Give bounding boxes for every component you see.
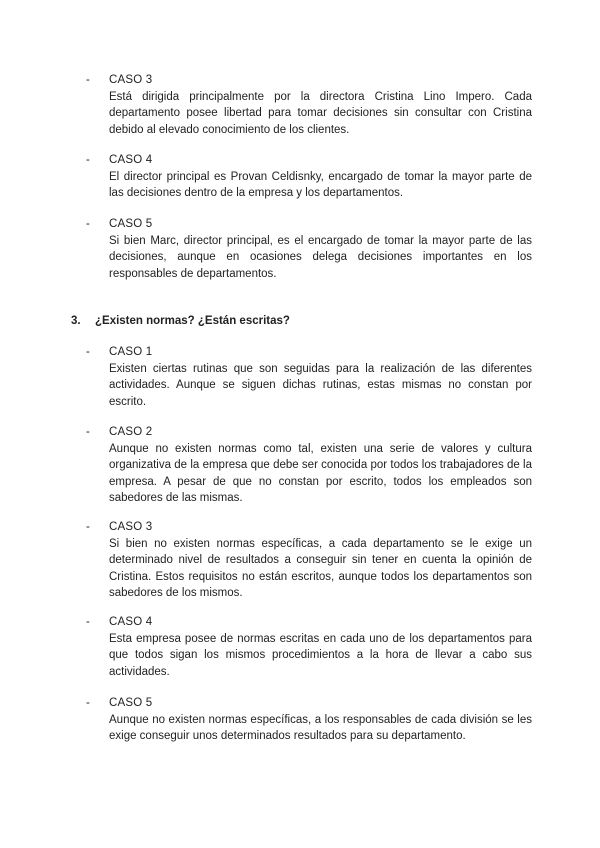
case-item [86, 424, 532, 507]
case-title: CASO 4 [109, 616, 153, 628]
case-text: Esta empresa posee de normas escritas en cada uno de los departamentos para que todos sigan los mismos procedimientos a la hora de llevar a cabo sus actividades. [109, 632, 532, 678]
case-item [86, 695, 532, 745]
case-item [86, 614, 532, 680]
list-dash: - [86, 74, 90, 86]
case-text: Si bien no existen normas específicas, a cada departamento se le exige un determinado nivel de resultados a conseguir sin tener en cuenta la opinión de Cristina. Estos requisitos no están escritos, aunque todos los departamentos son sabedores de los mismos. [109, 537, 532, 599]
case-title: CASO 4 [109, 154, 153, 166]
case-item [86, 519, 532, 602]
case-title: CASO 2 [109, 426, 153, 438]
case-title: CASO 1 [109, 346, 153, 358]
case-item [86, 152, 532, 202]
case-title: CASO 5 [109, 697, 153, 709]
list-dash: - [86, 154, 90, 166]
list-dash: - [86, 218, 90, 230]
list-dash: - [86, 346, 90, 358]
section-number: 3. [71, 315, 81, 327]
section-question: ¿Existen normas? ¿Están escritas? [95, 315, 290, 327]
list-dash: - [86, 616, 90, 628]
list-dash: - [86, 697, 90, 709]
list-dash: - [86, 521, 90, 533]
case-text: Existen ciertas rutinas que son seguidas para la realización de las diferentes actividades. Aunque se siguen dichas rutinas, estas mismas no constan por escrito. [109, 362, 532, 408]
case-text: Aunque no existen normas como tal, existen una serie de valores y cultura organizativa de la empresa que debe ser conocida por todos los trabajadores de la empresa. A pesar de que no constan por escrito, todos los empleados son sabedores de las mismas. [109, 442, 532, 504]
case-title: CASO 3 [109, 74, 153, 86]
case-text: Si bien Marc, director principal, es el encargado de tomar la mayor parte de las decisiones, aunque en ocasiones delega decisiones importantes en los responsables de departamentos. [109, 234, 532, 280]
case-text: El director principal es Provan Celdisnky, encargado de tomar la mayor parte de las decisiones dentro de la empresa y los departamentos. [109, 170, 532, 199]
case-item [86, 72, 532, 138]
case-item [86, 344, 532, 410]
case-item [86, 216, 532, 282]
case-title: CASO 3 [109, 521, 153, 533]
case-text: Está dirigida principalmente por la directora Cristina Lino Impero. Cada departamento posee libertad para tomar decisiones sin consultar con Cristina debido al elevado conocimiento de los clientes. [109, 90, 532, 136]
case-title: CASO 5 [109, 218, 153, 230]
list-dash: - [86, 426, 90, 438]
section-heading [71, 313, 290, 329]
case-text: Aunque no existen normas específicas, a los responsables de cada división se les exige conseguir unos determinados resultados para su departamento. [109, 713, 532, 742]
